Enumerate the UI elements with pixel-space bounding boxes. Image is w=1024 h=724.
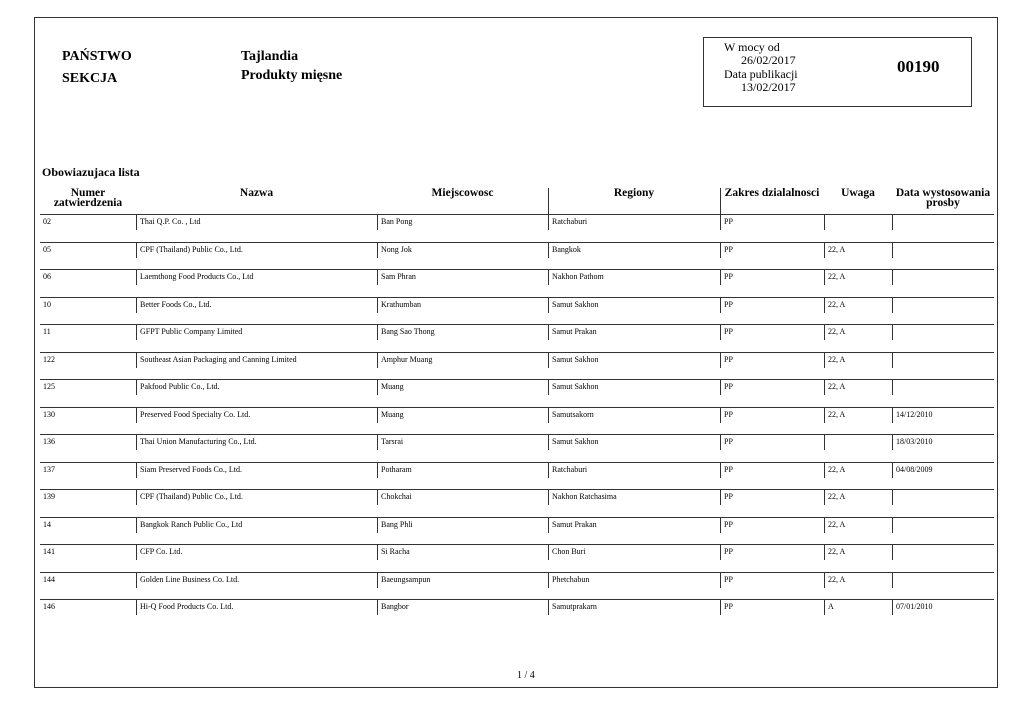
cell-name: CFP Co. Ltd.: [136, 544, 377, 560]
cell-city: Tarsrai: [377, 434, 548, 450]
cell-region: Samut Sakhon: [548, 352, 720, 368]
column-header-name: Nazwa: [239, 187, 274, 199]
table-row: [40, 214, 994, 242]
cell-city: Nong Jok: [377, 242, 548, 258]
cell-city: Krathumban: [377, 297, 548, 313]
cell-city: Bang Phli: [377, 517, 548, 533]
cell-city: Chokchai: [377, 489, 548, 505]
column-header-number: Numer zatwierdzenia: [53, 187, 123, 209]
cell-date: [892, 517, 994, 533]
cell-number: 02: [43, 217, 51, 226]
cell-date: [892, 324, 994, 340]
country-value: Tajlandia: [241, 49, 299, 64]
cell-name: Laemthong Food Products Co., Ltd: [136, 269, 377, 285]
cell-region: Nakhon Pathom: [548, 269, 720, 285]
cell-number: 139: [43, 492, 55, 501]
cell-region: Samut Prakan: [548, 324, 720, 340]
published-date: 13/02/2017: [741, 80, 796, 94]
page-indicator: 1 / 4: [517, 670, 535, 681]
cell-region: Samutprakarn: [548, 599, 720, 615]
cell-scope: PP: [720, 352, 824, 368]
cell-number: 14: [43, 519, 51, 529]
cell-number: 137: [43, 464, 55, 474]
cell-date: [892, 544, 994, 560]
column-header-scope: Zakres dzialalnosci: [724, 187, 820, 199]
cell-number: 11: [43, 327, 51, 336]
column-header-city: Miejscowosc: [431, 187, 494, 199]
cell-remark: 22, A: [824, 324, 892, 340]
section-label: SEKCJA: [62, 71, 118, 86]
column-header-date: Data wystosowania prosby: [895, 187, 991, 209]
effective-label: W mocy od: [724, 40, 780, 54]
cell-name: Preserved Food Specialty Co. Ltd.: [136, 407, 377, 423]
cell-name: Bangkok Ranch Public Co., Ltd: [136, 517, 377, 533]
cell-date: [892, 297, 994, 313]
table-row: [40, 544, 994, 572]
cell-city: Ban Pong: [377, 214, 548, 230]
cell-region: Phetchabun: [548, 572, 720, 588]
cell-date: [892, 352, 994, 368]
cell-scope: PP: [720, 517, 824, 533]
cell-remark: 22, A: [824, 379, 892, 395]
cell-region: Ratchaburi: [548, 214, 720, 230]
cell-region: Chon Buri: [548, 544, 720, 560]
cell-name: Hi-Q Food Products Co. Ltd.: [136, 599, 377, 615]
cell-scope: PP: [720, 599, 824, 615]
table-row: [40, 572, 994, 600]
cell-name: Thai Q.P. Co. , Ltd: [136, 214, 377, 230]
cell-remark: 22, A: [824, 462, 892, 478]
cell-number: 146: [43, 602, 55, 611]
published-label: Data publikacji: [724, 67, 798, 81]
cell-date: [892, 214, 994, 230]
country-label: PAŃSTWO: [62, 49, 132, 64]
cell-region: Nakhon Ratchasima: [548, 489, 720, 505]
cell-remark: 22, A: [824, 489, 892, 505]
cell-scope: PP: [720, 379, 824, 395]
cell-remark: [824, 434, 892, 450]
cell-city: Bangbor: [377, 599, 548, 615]
cell-scope: PP: [720, 434, 824, 450]
cell-scope: PP: [720, 407, 824, 423]
cell-scope: PP: [720, 324, 824, 340]
list-title: Obowiazujaca lista: [42, 165, 140, 179]
document-info-box: [703, 37, 972, 107]
table-row: [40, 297, 994, 325]
cell-date: 14/12/2010: [892, 407, 994, 423]
cell-date: [892, 489, 994, 505]
cell-name: Golden Line Business Co. Ltd.: [136, 572, 377, 588]
cell-region: Samut Prakan: [548, 517, 720, 533]
cell-name: CPF (Thailand) Public Co., Ltd.: [136, 242, 377, 258]
cell-date: 18/03/2010: [892, 434, 994, 450]
cell-name: Siam Preserved Foods Co., Ltd.: [136, 462, 377, 478]
approval-table: [40, 214, 994, 627]
cell-remark: 22, A: [824, 572, 892, 588]
table-row: [40, 434, 994, 462]
cell-number: 122: [43, 354, 55, 364]
cell-name: Pakfood Public Co., Ltd.: [136, 379, 377, 395]
cell-city: Muang: [377, 379, 548, 395]
cell-region: Samut Sakhon: [548, 297, 720, 313]
cell-remark: 22, A: [824, 352, 892, 368]
table-row: [40, 599, 994, 627]
cell-scope: PP: [720, 214, 824, 230]
cell-scope: PP: [720, 297, 824, 313]
cell-scope: PP: [720, 489, 824, 505]
cell-remark: 22, A: [824, 297, 892, 313]
cell-name: Southeast Asian Packaging and Canning Limited: [136, 352, 377, 368]
table-row: [40, 462, 994, 490]
cell-date: [892, 242, 994, 258]
cell-remark: 22, A: [824, 269, 892, 285]
cell-scope: PP: [720, 544, 824, 560]
cell-region: Samutsakorn: [548, 407, 720, 423]
cell-region: Ratchaburi: [548, 462, 720, 478]
cell-number: 141: [43, 547, 55, 556]
cell-number: 144: [43, 574, 55, 584]
cell-date: 07/01/2010: [892, 599, 994, 615]
table-row: [40, 352, 994, 380]
cell-city: Bang Sao Thong: [377, 324, 548, 340]
cell-remark: [824, 214, 892, 230]
table-row: [40, 517, 994, 545]
cell-name: GFPT Public Company Limited: [136, 324, 377, 340]
cell-number: 10: [43, 299, 51, 309]
column-header-remark: Uwaga: [841, 187, 875, 199]
cell-scope: PP: [720, 462, 824, 478]
cell-remark: 22, A: [824, 407, 892, 423]
document-number: 00190: [897, 57, 940, 76]
cell-remark: 22, A: [824, 242, 892, 258]
cell-remark: 22, A: [824, 517, 892, 533]
effective-date: 26/02/2017: [741, 53, 796, 67]
table-row: [40, 379, 994, 407]
cell-city: Sam Phran: [377, 269, 548, 285]
cell-city: Si Racha: [377, 544, 548, 560]
column-header-region: Regiony: [613, 187, 655, 199]
cell-scope: PP: [720, 269, 824, 285]
cell-number: 130: [43, 409, 55, 419]
cell-name: Thai Union Manufacturing Co., Ltd.: [136, 434, 377, 450]
cell-region: Samut Sakhon: [548, 434, 720, 450]
cell-number: 125: [43, 382, 55, 391]
cell-name: Better Foods Co., Ltd.: [136, 297, 377, 313]
table-row: [40, 324, 994, 352]
cell-city: Potharam: [377, 462, 548, 478]
cell-scope: PP: [720, 242, 824, 258]
section-value: Produkty mięsne: [241, 68, 343, 83]
table-row: [40, 489, 994, 517]
cell-region: Samut Sakhon: [548, 379, 720, 395]
cell-remark: A: [824, 599, 892, 615]
table-row: [40, 269, 994, 297]
cell-city: Muang: [377, 407, 548, 423]
cell-remark: 22, A: [824, 544, 892, 560]
cell-date: 04/08/2009: [892, 462, 994, 478]
cell-number: 136: [43, 437, 55, 446]
cell-region: Bangkok: [548, 242, 720, 258]
cell-number: 05: [43, 244, 51, 254]
cell-number: 06: [43, 272, 51, 281]
cell-date: [892, 572, 994, 588]
cell-scope: PP: [720, 572, 824, 588]
cell-name: CPF (Thailand) Public Co., Ltd.: [136, 489, 377, 505]
cell-date: [892, 269, 994, 285]
table-row: [40, 407, 994, 435]
table-row: [40, 242, 994, 270]
cell-date: [892, 379, 994, 395]
cell-city: Amphur Muang: [377, 352, 548, 368]
cell-city: Baeungsampun: [377, 572, 548, 588]
